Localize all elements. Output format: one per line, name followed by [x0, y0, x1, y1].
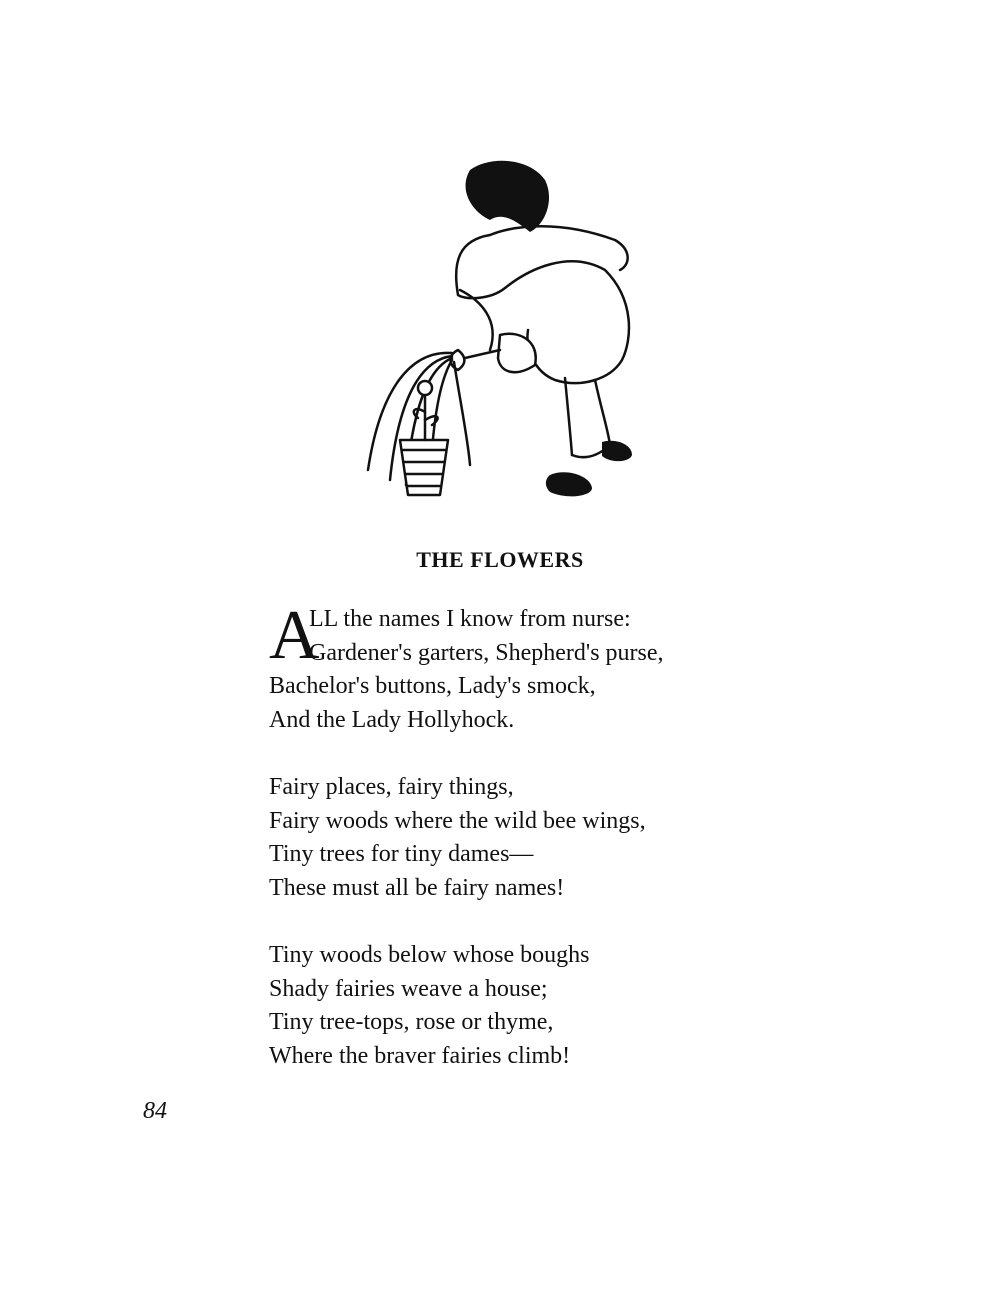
poem-line: Fairy woods where the wild bee wings,	[269, 807, 646, 834]
stanza	[269, 939, 789, 1073]
poem-title: THE FLOWERS	[416, 547, 584, 572]
poem-line: These must all be fairy names!	[269, 874, 565, 901]
poem-line: Fairy places, fairy things,	[269, 774, 514, 800]
drop-cap: A	[269, 597, 320, 674]
line-text: LL the names I know from nurse:	[309, 606, 631, 632]
poem-line: Bachelor's buttons, Lady's smock,	[269, 673, 596, 699]
poem-line: Gardener's garters, Shepherd's purse,	[309, 639, 664, 666]
stanza	[269, 597, 789, 737]
page-number: 84	[143, 1098, 167, 1124]
poem-line: Tiny tree-tops, rose or thyme,	[269, 1009, 554, 1035]
poem-body	[269, 597, 789, 1107]
stanza	[269, 771, 789, 905]
poem-line: Shady fairies weave a house;	[269, 975, 548, 1002]
poem-line: And the Lady Hollyhock.	[269, 706, 515, 733]
poem-line: Tiny woods below whose boughs	[269, 942, 590, 968]
poem-line: Where the braver fairies climb!	[269, 1042, 571, 1069]
child-watering-flower-icon	[340, 150, 660, 520]
poem-line: Tiny trees for tiny dames—	[269, 841, 534, 867]
